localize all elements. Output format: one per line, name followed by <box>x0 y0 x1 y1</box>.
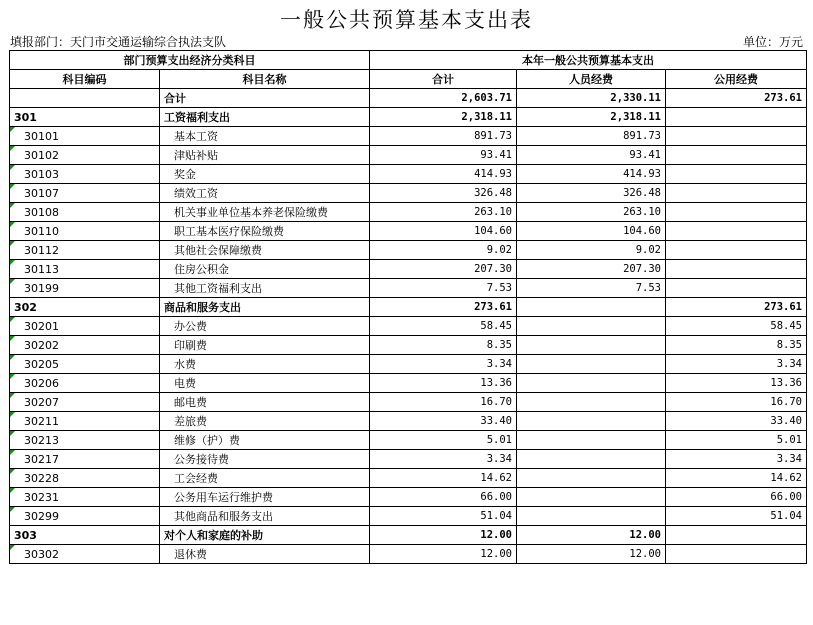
row-personnel <box>517 450 666 469</box>
row-name: 公务用车运行维护费 <box>160 488 370 507</box>
page-title: 一般公共预算基本支出表 <box>280 8 533 32</box>
row-code: 30101 <box>10 127 160 146</box>
row-personnel <box>517 393 666 412</box>
row-total: 66.00 <box>370 488 517 507</box>
table-row <box>10 317 807 336</box>
row-code: 30213 <box>10 431 160 450</box>
row-total: 273.61 <box>370 298 517 317</box>
row-code: 30108 <box>10 203 160 222</box>
row-name: 对个人和家庭的补助 <box>160 526 370 545</box>
row-personnel: 2,330.11 <box>517 89 666 108</box>
table-row <box>10 526 807 545</box>
header-group-classification: 部门预算支出经济分类科目 <box>10 51 370 70</box>
row-public <box>666 146 807 165</box>
table-row <box>10 488 807 507</box>
table-row <box>10 393 807 412</box>
table-row <box>10 336 807 355</box>
row-total: 104.60 <box>370 222 517 241</box>
header-total: 合计 <box>370 70 517 89</box>
row-personnel <box>517 412 666 431</box>
row-personnel: 891.73 <box>517 127 666 146</box>
row-total: 93.41 <box>370 146 517 165</box>
row-public: 14.62 <box>666 469 807 488</box>
row-personnel: 9.02 <box>517 241 666 260</box>
row-code: 30113 <box>10 260 160 279</box>
row-name: 水费 <box>160 355 370 374</box>
row-total: 5.01 <box>370 431 517 450</box>
row-code: 30112 <box>10 241 160 260</box>
row-name: 职工基本医疗保险缴费 <box>160 222 370 241</box>
row-name: 基本工资 <box>160 127 370 146</box>
row-public: 273.61 <box>666 298 807 317</box>
row-name: 公务接待费 <box>160 450 370 469</box>
header-personnel: 人员经费 <box>517 70 666 89</box>
row-public <box>666 545 807 564</box>
row-total: 2,603.71 <box>370 89 517 108</box>
table-row <box>10 507 807 526</box>
row-code: 30206 <box>10 374 160 393</box>
row-total: 12.00 <box>370 526 517 545</box>
table-row <box>10 184 807 203</box>
row-code: 30201 <box>10 317 160 336</box>
row-code: 303 <box>10 526 160 545</box>
row-personnel: 7.53 <box>517 279 666 298</box>
table-row <box>10 450 807 469</box>
row-code: 30102 <box>10 146 160 165</box>
row-name: 其他工资福利支出 <box>160 279 370 298</box>
header-group-expenditure: 本年一般公共预算基本支出 <box>370 51 807 70</box>
row-code <box>10 89 160 108</box>
table-row <box>10 241 807 260</box>
row-public <box>666 260 807 279</box>
table-row <box>10 146 807 165</box>
table-row <box>10 412 807 431</box>
row-total: 12.00 <box>370 545 517 564</box>
row-public: 3.34 <box>666 355 807 374</box>
row-public: 8.35 <box>666 336 807 355</box>
row-personnel: 263.10 <box>517 203 666 222</box>
row-name: 商品和服务支出 <box>160 298 370 317</box>
row-personnel: 104.60 <box>517 222 666 241</box>
row-personnel <box>517 355 666 374</box>
row-total: 207.30 <box>370 260 517 279</box>
row-personnel <box>517 507 666 526</box>
row-total: 9.02 <box>370 241 517 260</box>
row-personnel <box>517 431 666 450</box>
row-name: 机关事业单位基本养老保险缴费 <box>160 203 370 222</box>
table-row <box>10 108 807 127</box>
row-personnel <box>517 469 666 488</box>
row-code: 30207 <box>10 393 160 412</box>
row-public <box>666 165 807 184</box>
row-code: 30211 <box>10 412 160 431</box>
row-name: 绩效工资 <box>160 184 370 203</box>
row-name: 工资福利支出 <box>160 108 370 127</box>
table-row <box>10 165 807 184</box>
row-personnel <box>517 488 666 507</box>
reporting-department: 填报部门：天门市交通运输综合执法支队 <box>10 35 227 49</box>
budget-table <box>9 50 807 564</box>
row-total: 13.36 <box>370 374 517 393</box>
row-code: 30302 <box>10 545 160 564</box>
table-row <box>10 89 807 108</box>
row-code: 30202 <box>10 336 160 355</box>
row-personnel: 12.00 <box>517 526 666 545</box>
row-name: 电费 <box>160 374 370 393</box>
row-name: 工会经费 <box>160 469 370 488</box>
row-public <box>666 203 807 222</box>
row-public: 16.70 <box>666 393 807 412</box>
row-code: 30228 <box>10 469 160 488</box>
row-total: 33.40 <box>370 412 517 431</box>
row-public: 66.00 <box>666 488 807 507</box>
row-public <box>666 184 807 203</box>
row-personnel: 12.00 <box>517 545 666 564</box>
row-name: 差旅费 <box>160 412 370 431</box>
table-row <box>10 279 807 298</box>
row-code: 30231 <box>10 488 160 507</box>
row-total: 326.48 <box>370 184 517 203</box>
row-code: 30217 <box>10 450 160 469</box>
row-total: 263.10 <box>370 203 517 222</box>
row-personnel: 207.30 <box>517 260 666 279</box>
row-total: 14.62 <box>370 469 517 488</box>
table-row <box>10 545 807 564</box>
row-public <box>666 108 807 127</box>
header-name: 科目名称 <box>160 70 370 89</box>
row-name: 津贴补贴 <box>160 146 370 165</box>
row-code: 30299 <box>10 507 160 526</box>
row-total: 891.73 <box>370 127 517 146</box>
row-name: 维修（护）费 <box>160 431 370 450</box>
row-public: 58.45 <box>666 317 807 336</box>
unit-label: 单位：万元 <box>742 35 803 49</box>
row-name: 合计 <box>160 89 370 108</box>
table-row <box>10 222 807 241</box>
row-name: 奖金 <box>160 165 370 184</box>
row-code: 30107 <box>10 184 160 203</box>
table-row <box>10 431 807 450</box>
row-public: 13.36 <box>666 374 807 393</box>
table-row <box>10 203 807 222</box>
row-code: 30103 <box>10 165 160 184</box>
row-personnel: 2,318.11 <box>517 108 666 127</box>
row-total: 7.53 <box>370 279 517 298</box>
header-group-row <box>10 51 807 70</box>
row-public: 51.04 <box>666 507 807 526</box>
row-total: 414.93 <box>370 165 517 184</box>
table-body <box>10 89 807 564</box>
row-name: 其他社会保障缴费 <box>160 241 370 260</box>
row-total: 58.45 <box>370 317 517 336</box>
table-row <box>10 260 807 279</box>
row-public <box>666 526 807 545</box>
table-row <box>10 355 807 374</box>
row-name: 办公费 <box>160 317 370 336</box>
row-public <box>666 279 807 298</box>
row-name: 住房公积金 <box>160 260 370 279</box>
row-total: 16.70 <box>370 393 517 412</box>
row-code: 30205 <box>10 355 160 374</box>
row-public <box>666 127 807 146</box>
row-code: 30110 <box>10 222 160 241</box>
table-row <box>10 469 807 488</box>
row-code: 30199 <box>10 279 160 298</box>
row-total: 8.35 <box>370 336 517 355</box>
row-personnel <box>517 317 666 336</box>
row-name: 其他商品和服务支出 <box>160 507 370 526</box>
row-name: 邮电费 <box>160 393 370 412</box>
row-total: 3.34 <box>370 355 517 374</box>
row-name: 退休费 <box>160 545 370 564</box>
row-public <box>666 241 807 260</box>
row-total: 2,318.11 <box>370 108 517 127</box>
row-total: 3.34 <box>370 450 517 469</box>
row-public: 3.34 <box>666 450 807 469</box>
table-row <box>10 298 807 317</box>
table-row <box>10 374 807 393</box>
header-public: 公用经费 <box>666 70 807 89</box>
row-code: 302 <box>10 298 160 317</box>
row-total: 51.04 <box>370 507 517 526</box>
row-name: 印刷费 <box>160 336 370 355</box>
row-code: 301 <box>10 108 160 127</box>
row-public: 273.61 <box>666 89 807 108</box>
row-public: 33.40 <box>666 412 807 431</box>
header-code: 科目编码 <box>10 70 160 89</box>
row-public <box>666 222 807 241</box>
row-personnel <box>517 374 666 393</box>
row-personnel: 93.41 <box>517 146 666 165</box>
row-personnel <box>517 336 666 355</box>
row-personnel <box>517 298 666 317</box>
row-personnel: 414.93 <box>517 165 666 184</box>
header-row <box>10 70 807 89</box>
row-personnel: 326.48 <box>517 184 666 203</box>
table-row <box>10 127 807 146</box>
row-public: 5.01 <box>666 431 807 450</box>
